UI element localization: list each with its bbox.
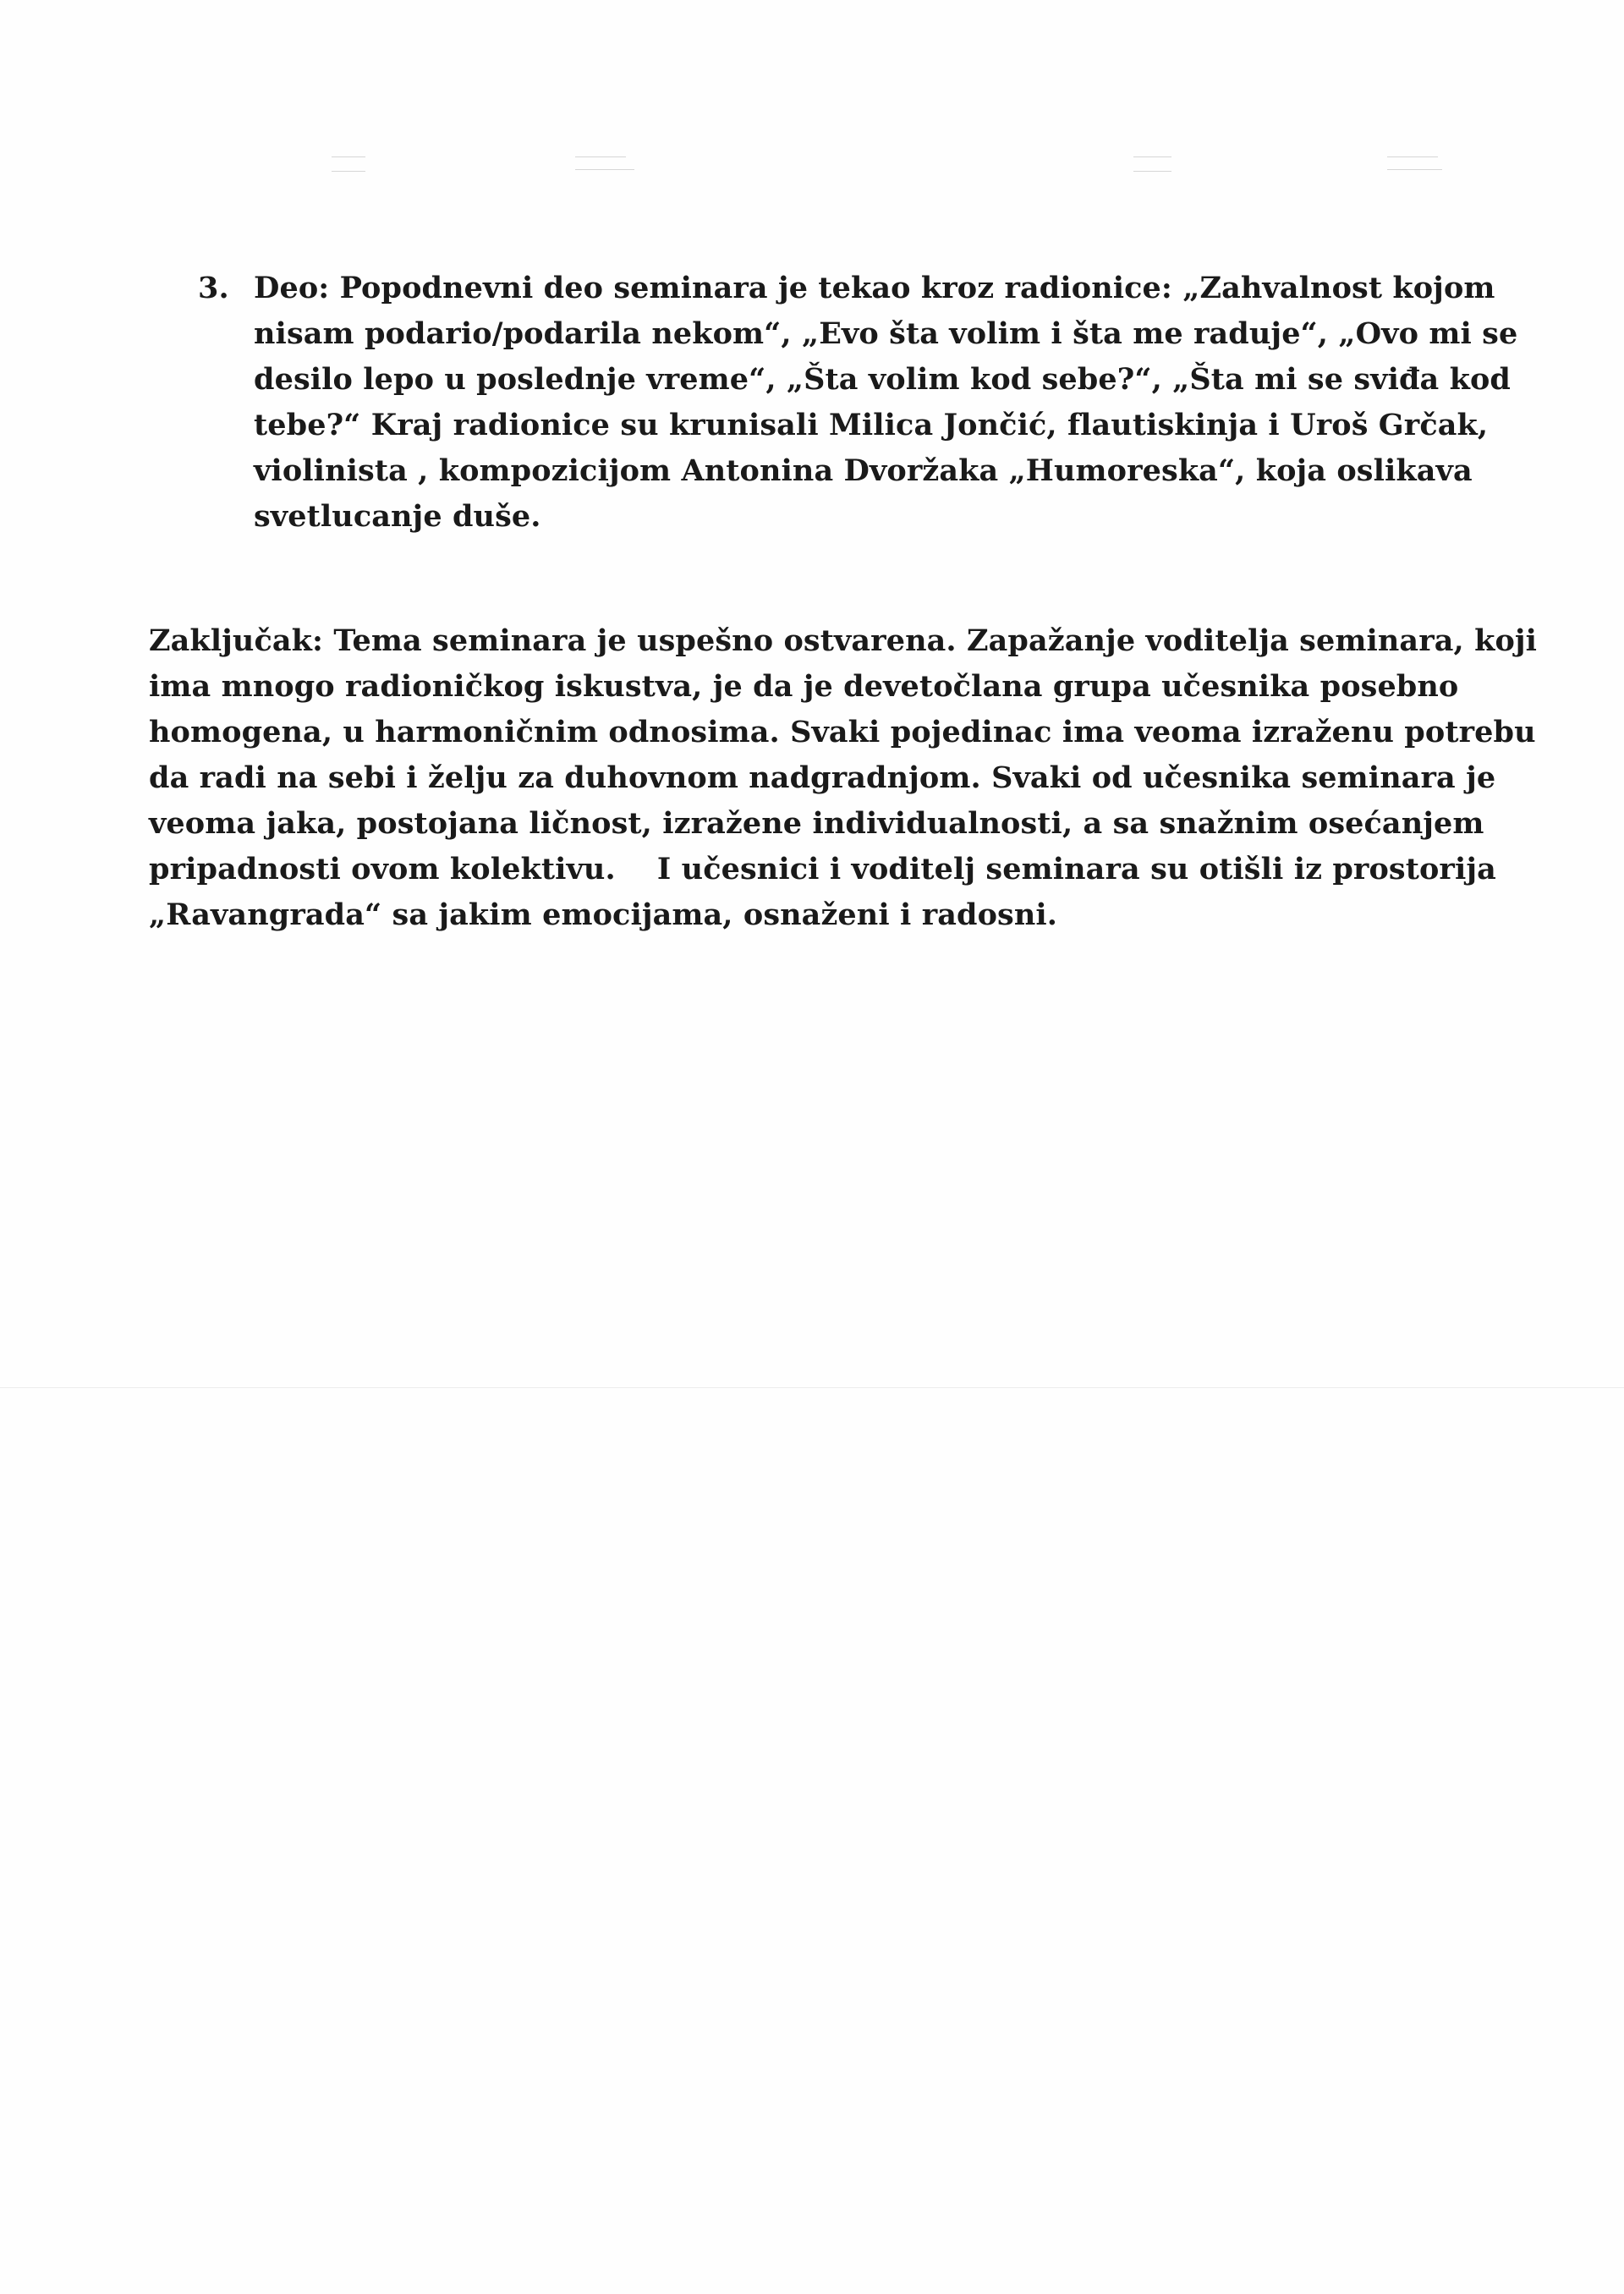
scan-artifact xyxy=(1387,156,1438,157)
text-line: da radi na sebi i želju za duhovnom nadgradnjom. Svaki od učesnika seminara je xyxy=(149,760,1496,795)
section-number: 3. xyxy=(198,271,229,305)
text-line: desilo lepo u poslednje vreme“, „Šta volim kod sebe?“, „Šta mi se sviđa kod xyxy=(254,362,1511,397)
conclusion-paragraph xyxy=(149,618,1538,938)
text-line: pripadnosti ovom kolektivu. I učesnici i voditelj seminara su otišli iz prostorija xyxy=(149,852,1496,886)
text-line: „Ravangrada“ sa jakim emocijama, osnaženi i radosni. xyxy=(149,897,1058,932)
text-line: ima mnogo radioničkog iskustva, je da je devetočlana grupa učesnika posebno xyxy=(149,669,1459,704)
text-line: svetlucanje duše. xyxy=(254,499,541,534)
text-line: tebe?“ Kraj radionice su krunisali Milica Jončić, flautiskinja i Uroš Grčak, xyxy=(254,408,1489,442)
text-line: nisam podario/podarila nekom“, „Evo šta volim i šta me raduje“, „Ovo mi se xyxy=(254,316,1518,351)
text-line: homogena, u harmoničnim odnosima. Svaki pojedinac ima veoma izraženu potrebu xyxy=(149,715,1536,749)
text-line: Zaključak: Tema seminara je uspešno ostvarena. Zapažanje voditelja seminara, koji xyxy=(149,623,1538,658)
scan-artifact xyxy=(332,171,365,172)
scan-artifact xyxy=(575,156,626,157)
scan-artifact xyxy=(332,156,365,157)
scan-artifact xyxy=(1133,171,1171,172)
scan-artifact xyxy=(1133,156,1171,157)
page-fold-line xyxy=(0,1387,1624,1388)
text-line: Deo: Popodnevni deo seminara je tekao kroz radionice: „Zahvalnost kojom xyxy=(254,271,1495,305)
section-3-paragraph xyxy=(198,266,1518,540)
text-line: violinista , kompozicijom Antonina Dvoržaka „Humoreska“, koja oslikava xyxy=(254,453,1473,488)
scan-artifact xyxy=(1387,169,1442,170)
scan-artifact xyxy=(575,169,634,170)
text-line: veoma jaka, postojana ličnost, izražene individualnosti, a sa snažnim osećanjem xyxy=(149,806,1484,841)
